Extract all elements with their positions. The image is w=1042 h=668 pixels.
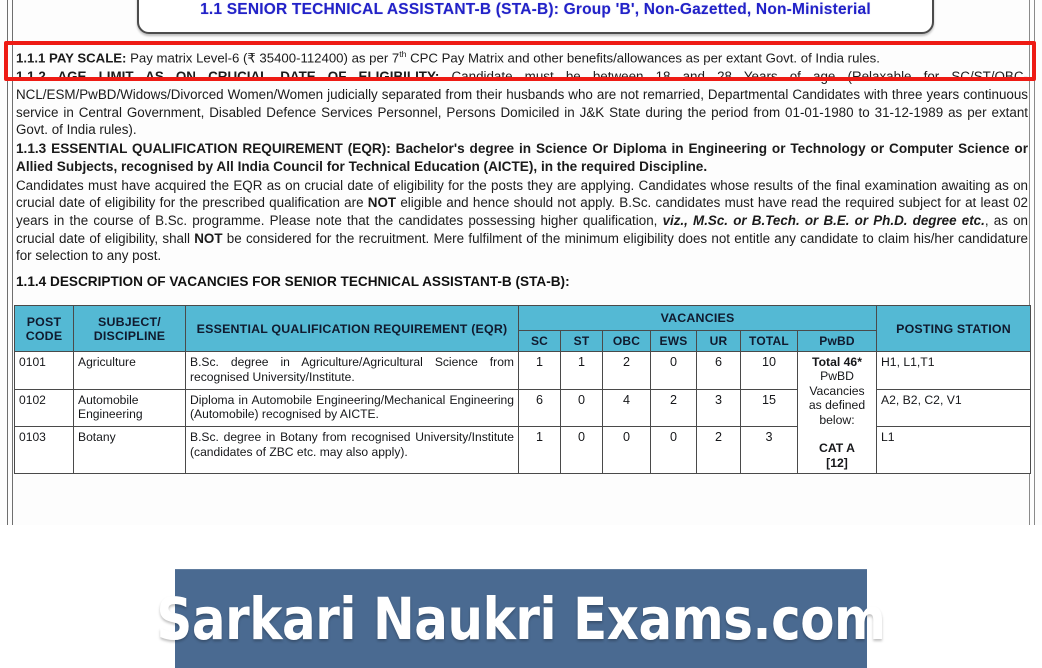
cell-eqr: Diploma in Automobile Engineering/Mechanical Engineering (Automobile) recognised by AICTE. [186,389,519,427]
pwbd-line3: Vacancies [809,383,865,398]
table-header-row-1 [15,306,1031,331]
vacancy-table-body [15,352,1031,474]
cell-ur: 2 [697,427,741,474]
cell-post-code: 0103 [15,427,74,474]
pwbd-line5: below: [819,412,855,427]
pay-scale-superscript: th [399,49,407,59]
red-highlight-rectangle [4,41,1036,81]
eqr-number: 1.1.3 [16,140,47,156]
age-limit-heading: AGE LIMIT AS ON CRUCIAL DATE OF ELIGIBILITY: [57,69,440,85]
eqr-body-italic: viz., M.Sc. or B.Tech. or B.E. or Ph.D. degree etc. [662,212,985,228]
section-title-banner [137,0,934,34]
col-header-total: TOTAL [741,331,798,352]
col-header-subject-discipline: SUBJECT/ DISCIPLINE [74,306,186,352]
vacancy-table-head [15,306,1031,352]
cell-obc: 4 [603,389,651,427]
eqr-body-part2: eligible and hence should not apply. B.Sc. candidates must have read the required subject for at least 02 years in the course of B.Sc. programme. Please note that the candidates possessing higher qualification, [16,195,1029,228]
cell-subject: Botany [74,427,186,474]
document-body [16,46,1028,293]
cell-st: 0 [561,389,603,427]
paragraph-eqr-body [16,177,1028,265]
cell-total: 15 [741,389,798,427]
vacancy-table [14,305,1031,474]
col-header-pwbd: PwBD [798,331,877,352]
eqr-body-part3: , as on crucial date of eligibility, shall [16,212,1028,246]
cell-eqr: B.Sc. degree in Agriculture/Agricultural Science from recognised University/Institute. [186,352,519,390]
cell-total: 3 [741,427,798,474]
pwbd-total-label: Total 46* [812,355,862,369]
cell-posting-station: L1 [877,427,1031,474]
cell-ews: 2 [651,389,697,427]
watermark-band [156,569,886,668]
pwbd-line4: as defined [808,398,866,413]
col-header-eqr: ESSENTIAL QUALIFICATION REQUIREMENT (EQR) [186,306,519,352]
cell-sc: 1 [519,352,561,390]
cell-post-code: 0102 [15,389,74,427]
cell-sc: 6 [519,389,561,427]
cell-obc: 0 [603,427,651,474]
section-title-text: 1.1 SENIOR TECHNICAL ASSISTANT-B (STA-B): Group 'B', Non-Gazetted, Non-Ministerial [200,1,871,18]
col-header-vacancies: VACANCIES [519,306,877,331]
watermark-text: Sarkari Naukri Exams.com [156,584,886,653]
table-row [15,389,1031,427]
cell-ews: 0 [651,352,697,390]
col-header-ur: UR [697,331,741,352]
pwbd-cat-a-label: CAT A [819,441,855,456]
col-header-sc: SC [519,331,561,352]
pwbd-cat-a-count: [12] [826,455,848,470]
cell-ur: 3 [697,389,741,427]
table-row [15,352,1031,390]
vacancy-description-number: 1.1.4 [16,273,47,289]
pwbd-line2: PwBD [820,369,854,384]
cell-sc: 1 [519,427,561,474]
pay-scale-heading: PAY SCALE: [49,50,127,66]
col-header-post-code: POST CODE [15,306,74,352]
cell-eqr: B.Sc. degree in Botany from recognised University/Institute (candidates of ZBC etc. may also apply). [186,427,519,474]
col-header-st: ST [561,331,603,352]
cell-post-code: 0101 [15,352,74,390]
cell-ur: 6 [697,352,741,390]
col-header-ews: EWS [651,331,697,352]
cell-ews: 0 [651,427,697,474]
cell-posting-station: A2, B2, C2, V1 [877,389,1031,427]
eqr-heading: ESSENTIAL QUALIFICATION REQUIREMENT (EQR): [51,140,391,156]
col-header-posting-station: POSTING STATION [877,306,1031,352]
age-limit-number: 1.1.2 [16,69,46,85]
eqr-body-not2: NOT [194,230,223,246]
paragraph-eqr-heading [16,140,1028,176]
table-row [15,427,1031,474]
eqr-body-part1: Candidates must have acquired the EQR as on crucial date of eligibility for the posts they are applying. Candidates whose results of the final examination awaiting as on crucial date of eligibility for the prescribed qualification are [16,177,1028,211]
eqr-heading-bold-text: Bachelor's degree in Science Or Diploma in Engineering or Technology or Computer Science or Allied Subjects, recognised by All India Council for Technical Education (AICTE), in the required Discipline. [16,140,1028,174]
cell-subject: Automobile Engineering [74,389,186,427]
eqr-body-not1: NOT [367,195,397,211]
eqr-body-part4: be considered for the recruitment. Mere fulfilment of the minimum eligibility does not entitle any candidate to claim his/her candidature for selection to any post. [16,230,1028,264]
age-limit-text: Candidate must be between 18 and 28 Years of age (Relaxable for SC/ST/OBC-NCL/ESM/PwBD/Widows/Divorced Women/Women judicially separated from their husbands who are not remarried, Departmental Candidates with three years continuous service in Central Government, Disabled Defence Services Personnel, Persons Domiciled in J&K State during the period from 01-01-1980 to 31-12-1989 as per extant Govt. of India rules). [16,69,1028,138]
cell-st: 0 [561,427,603,474]
cell-posting-station: H1, L1,T1 [877,352,1031,390]
cell-total: 10 [741,352,798,390]
cell-pwbd-note [798,352,877,474]
pay-scale-text-after: CPC Pay Matrix and other benefits/allowances as per extant Govt. of India rules. [406,50,880,66]
vacancy-description-heading: DESCRIPTION OF VACANCIES FOR SENIOR TECHNICAL ASSISTANT-B (STA-B): [50,273,570,289]
cell-obc: 2 [603,352,651,390]
col-header-obc: OBC [603,331,651,352]
cell-st: 1 [561,352,603,390]
paragraph-vacancy-description-heading [16,274,1028,289]
cell-subject: Agriculture [74,352,186,390]
pay-scale-number: 1.1.1 [16,50,46,66]
pay-scale-text-before: Pay matrix Level-6 (₹ 35400-112400) as per 7 [126,50,400,66]
